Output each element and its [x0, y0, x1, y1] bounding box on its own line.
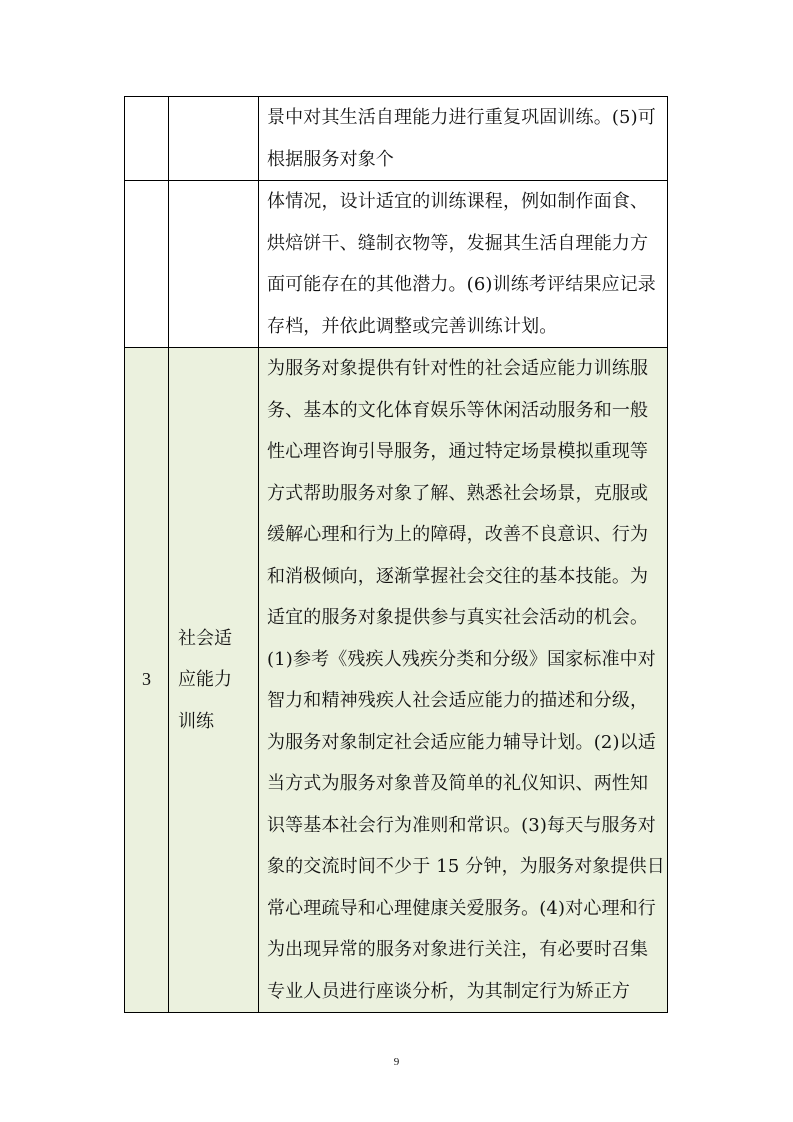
- description-line: 为出现异常的服务对象进行关注，有必要时召集: [267, 939, 649, 960]
- description-line: 面可能存在的其他潜力。(6)训练考评结果应记录: [267, 274, 656, 295]
- description-line: 为服务对象制定社会适应能力辅导计划。(2)以适: [267, 731, 656, 753]
- table-row: [125, 181, 668, 348]
- description-line: 方式帮助服务对象了解、熟悉社会场景，克服或: [267, 482, 649, 504]
- description-line: 适宜的服务对象提供参与真实社会活动的机会。: [267, 607, 649, 628]
- description-line: 性心理咨询引导服务，通过特定场景模拟重现等: [267, 441, 649, 462]
- description-line: 常心理疏导和心理健康关爱服务。(4)对心理和行: [267, 897, 656, 919]
- description-line: 体情况，设计适宜的训练课程，例如制作面食、: [267, 191, 649, 212]
- description-line: 识等基本社会行为准则和常识。(3)每天与服务对: [267, 814, 656, 836]
- description-line: 智力和精神残疾人社会适应能力的描述和分级，: [267, 690, 649, 711]
- description-line: 和消极倾向，逐渐掌握社会交往的基本技能。为: [267, 565, 649, 587]
- description-line: 景中对其生活自理能力进行重复巩固训练。(5)可: [267, 107, 656, 128]
- item-name: 社会适应能力训练: [178, 627, 232, 732]
- item-name-cell: [169, 97, 259, 181]
- item-name-cell: [169, 348, 259, 1013]
- description-line: 根据服务对象个: [267, 148, 395, 170]
- table-row: [125, 97, 668, 181]
- page-number: 9: [393, 1056, 400, 1068]
- description-line: 象的交流时间不少于 15 分钟，为服务对象提供日: [267, 856, 665, 877]
- description-line: 为服务对象提供有针对性的社会适应能力训练服: [267, 358, 649, 379]
- row-index-cell: 3: [125, 348, 169, 1013]
- description-cell: [259, 181, 668, 348]
- description-cell: [259, 97, 668, 181]
- description-line: 存档，并依此调整或完善训练计划。: [267, 315, 558, 337]
- service-table: [124, 96, 668, 1013]
- row-index-cell: [125, 97, 169, 181]
- item-name-cell: [169, 181, 259, 348]
- description-line: (1)参考《残疾人残疾分类和分级》国家标准中对: [267, 648, 656, 670]
- row-index-cell: [125, 181, 169, 348]
- description-line: 缓解心理和行为上的障碍，改善不良意识、行为: [267, 524, 649, 545]
- description-line: 务、基本的文化体育娱乐等休闲活动服务和一般: [267, 399, 649, 421]
- table-body: [125, 97, 668, 1013]
- description-line: 烘焙饼干、缝制衣物等，发掘其生活自理能力方: [267, 232, 649, 254]
- description-line: 专业人员进行座谈分析，为其制定行为矫正方: [267, 980, 630, 1002]
- description-cell: [259, 348, 668, 1013]
- description-line: 当方式为服务对象普及简单的礼仪知识、两性知: [267, 773, 649, 794]
- table-row: [125, 348, 668, 1013]
